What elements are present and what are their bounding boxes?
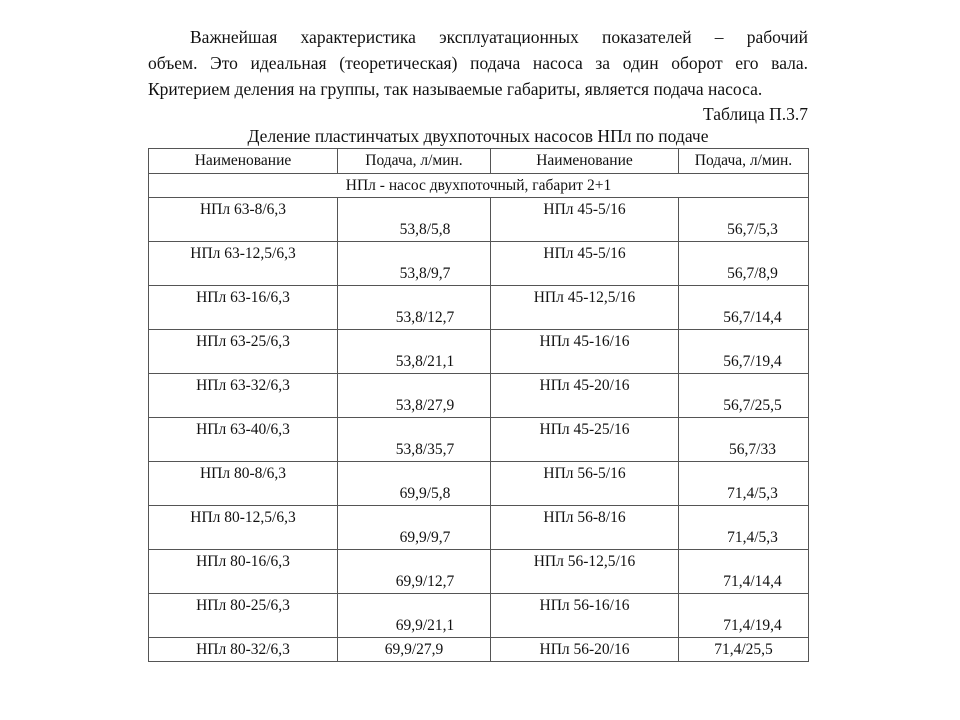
cell-name-a [149,418,338,462]
cell-name-b [491,330,679,374]
cell-name-a [149,550,338,594]
pump-flow: 69,9/5,8 [399,485,451,502]
table-number-label: Таблица П.3.7 [703,104,808,124]
column-header-flow-1: Подача, л/мин. [338,149,491,174]
pump-flow: 69,9/21,1 [395,617,455,634]
table-row [149,198,809,242]
cell-flow-a [338,330,491,374]
pump-name: НПл 45-5/16 [543,245,626,262]
intro-line-2: объем. Это идеальная (теоретическая) подача насоса за один оборот его вала. [148,53,808,73]
pump-name: НПл 63-8/6,3 [199,201,287,218]
pump-flow: 53,8/21,1 [395,353,455,370]
cell-name-a [149,462,338,506]
column-header-name-2: Наименование [491,149,679,174]
intro-line-3: Критерием деления на группы, так называемые габариты, является подача насоса. [148,79,763,99]
pump-flow: 56,7/19,4 [723,353,782,370]
cell-flow-b [679,550,809,594]
table-group-row [149,174,809,198]
pump-flow: 56,7/33 [729,441,776,458]
cell-flow-b [679,418,809,462]
pump-flow: 71,4/14,4 [723,573,782,590]
pump-name: НПл 80-25/6,3 [196,597,290,614]
pump-name: НПл 80-12,5/6,3 [190,509,296,526]
table-row [149,594,809,638]
cell-name-a [149,286,338,330]
pump-name: НПл 63-16/6,3 [196,289,290,306]
pump-flow: 53,8/12,7 [395,309,455,326]
table-row [149,330,809,374]
column-header-name-1: Наименование [149,149,338,174]
cell-name-a: НПл 80-32/6,3 [149,638,338,662]
table-row [149,286,809,330]
cell-flow-a [338,242,491,286]
cell-flow-b [679,198,809,242]
cell-name-b [491,286,679,330]
pump-name: НПл 56-5/16 [543,465,626,482]
cell-flow-b [679,374,809,418]
pumps-table-body [149,149,809,662]
pump-name: НПл 45-5/16 [543,201,626,218]
cell-flow-a [338,550,491,594]
column-header-flow-2: Подача, л/мин. [679,149,809,174]
cell-flow-a [338,418,491,462]
table-row [149,506,809,550]
pump-flow: 56,7/25,5 [723,397,782,414]
pump-flow: 53,8/35,7 [395,441,455,458]
cell-flow-a [338,506,491,550]
cell-name-b [491,550,679,594]
pump-name: НПл 45-20/16 [539,377,630,394]
intro-line-1: Важнейшая характеристика эксплуатационных показателей – рабочий [190,27,808,47]
pump-name: НПл 63-40/6,3 [196,421,290,438]
cell-name-a [149,198,338,242]
cell-flow-a [338,594,491,638]
pump-flow: 71,4/19,4 [723,617,782,634]
pump-flow: 56,7/8,9 [727,265,778,282]
pump-name: НПл 45-12,5/16 [533,289,636,306]
table-row [149,638,809,662]
cell-name-b [491,198,679,242]
pump-name: НПл 63-32/6,3 [196,377,290,394]
table-row [149,418,809,462]
cell-name-a [149,242,338,286]
cell-name-b [491,418,679,462]
cell-flow-b [679,594,809,638]
cell-name-a [149,594,338,638]
pump-flow: 53,8/5,8 [399,221,451,238]
pump-name: НПл 80-8/6,3 [199,465,287,482]
cell-flow-a [338,198,491,242]
pump-name: НПл 56-16/16 [539,597,630,614]
table-row [149,462,809,506]
cell-name-b [491,462,679,506]
table-header-row [149,149,809,174]
cell-flow-b [679,242,809,286]
pump-flow: 71,4/5,3 [727,529,778,546]
pump-flow: 53,8/27,9 [395,397,455,414]
cell-name-b [491,594,679,638]
pump-flow: 56,7/5,3 [727,221,778,238]
pump-name: НПл 45-25/16 [539,421,630,438]
pump-flow: 53,8/9,7 [399,265,451,282]
table-row [149,550,809,594]
cell-flow-a: 69,9/27,9 [338,638,491,662]
pump-name: НПл 63-12,5/6,3 [190,245,296,262]
pump-name: НПл 56-8/16 [543,509,626,526]
cell-flow-b: 71,4/25,5 [679,638,809,662]
cell-name-a [149,374,338,418]
pump-name: НПл 80-16/6,3 [196,553,290,570]
pumps-table-container [148,148,808,662]
cell-name-b [491,506,679,550]
cell-name-b [491,242,679,286]
pumps-table [148,148,809,662]
cell-name-b: НПл 56-20/16 [491,638,679,662]
pump-flow: 71,4/5,3 [727,485,778,502]
group-label-cell: НПл - насос двухпоточный, габарит 2+1 [149,174,809,198]
cell-flow-b [679,330,809,374]
intro-paragraph [148,24,808,102]
cell-flow-b [679,286,809,330]
cell-flow-b [679,462,809,506]
cell-flow-a [338,286,491,330]
cell-name-b [491,374,679,418]
pump-flow: 56,7/14,4 [723,309,782,326]
pump-flow: 69,9/12,7 [395,573,455,590]
pump-name: НПл 45-16/16 [539,333,630,350]
pump-name: НПл 56-12,5/16 [533,553,636,570]
cell-name-a [149,506,338,550]
pump-flow: 69,9/9,7 [399,529,451,546]
cell-flow-b [679,506,809,550]
table-row [149,242,809,286]
cell-flow-a [338,374,491,418]
table-row [149,374,809,418]
table-title: Деление пластинчатых двухпоточных насосов НПл по подаче [247,126,709,146]
cell-name-a [149,330,338,374]
pump-name: НПл 63-25/6,3 [196,333,290,350]
cell-flow-a [338,462,491,506]
